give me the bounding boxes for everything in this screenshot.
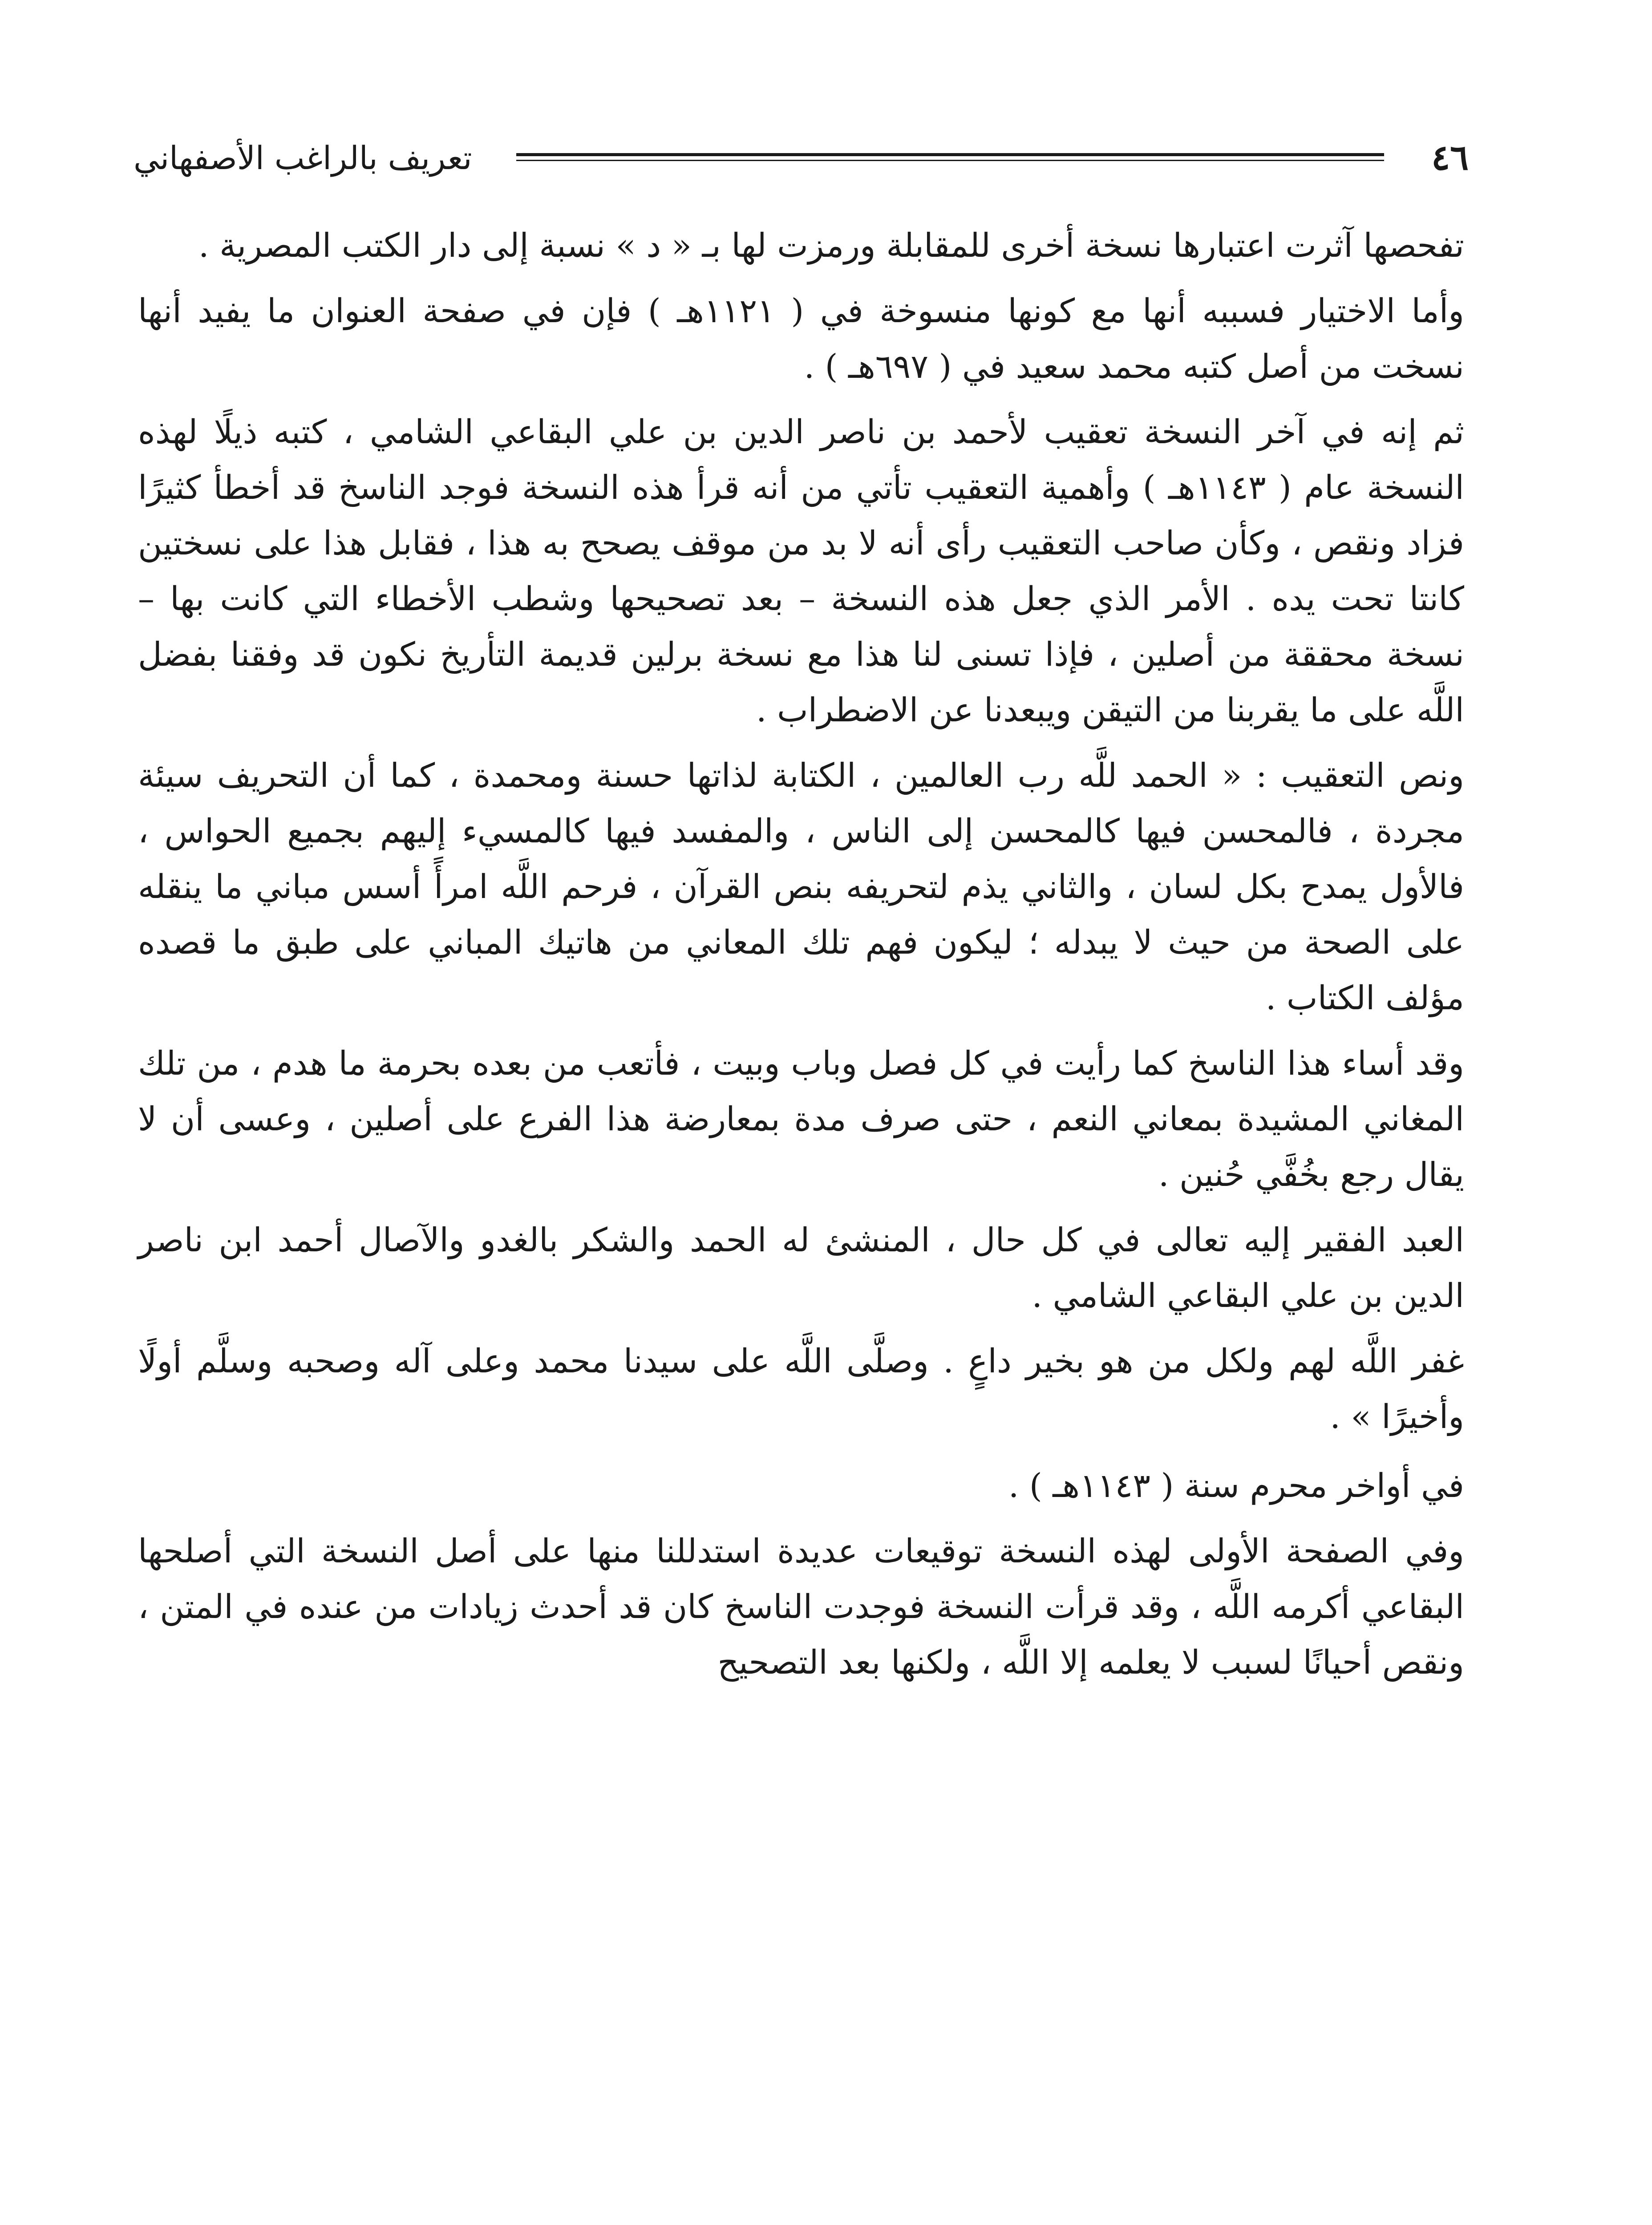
paragraph: ثم إنه في آخر النسخة تعقيب لأحمد بن ناصر الدين بن علي البقاعي الشامي ، كتبه ذيلًا لهذه النسخة عام ( ١١٤٣هـ ) وأهمية التعقيب تأتي من أنه قرأ هذه النسخة فوجد الناسخ قد أخطأ كثيرًا فزاد ونقص ، وكأن صاحب التعقيب رأى أنه لا بد من موقف يصحح به هذا ، فقابل هذا على نسختين كانتا تحت يده . الأمر الذي جعل هذه النسخة – بعد تصحيحها وشطب الأخطاء التي كانت بها – نسخة محققة من أصلين ، فإذا تسنى لنا هذا مع نسخة برلين قديمة التأريخ نكون قد وفقنا بفضل اللَّه على ما يقربنا من التيقن ويبعدنا عن الاضطراب . [138, 413, 1464, 729]
paragraph: وأما الاختيار فسببه أنها مع كونها منسوخة في ( ١١٢١هـ ) فإن في صفحة العنوان ما يفيد أنها نسخت من أصل كتبه محمد سعيد في ( ٦٩٧هـ ) . [138, 292, 1465, 386]
running-title: تعريف بالراغب الأصفهاني [134, 139, 472, 177]
paragraph: العبد الفقير إليه تعالى في كل حال ، المنشئ له الحمد والشكر بالغدو والآصال أحمد ابن ناصر الدين بن علي البقاعي الشامي . [138, 1221, 1464, 1315]
paragraph: غفر اللَّه لهم ولكل من هو بخير داعٍ . وصلَّى اللَّه على سيدنا محمد وعلى آله وصحبه وسلَّم أولًا وأخيرًا » . [138, 1342, 1464, 1436]
paragraph: وقد أساء هذا الناسخ كما رأيت في كل فصل وباب وبيت ، فأتعب من بعده بحرمة ما هدم ، من تلك المغاني المشيدة بمعاني النعم ، حتى صرف مدة بمعارضة هذا الفرع على أصلين ، وعسى أن لا يقال رجع بخُفَّي حُنين . [138, 1044, 1464, 1194]
body-text [138, 218, 1464, 1700]
header-rule [516, 153, 1384, 161]
running-header [134, 129, 1469, 196]
paragraph: تفحصها آثرت اعتبارها نسخة أخرى للمقابلة ورمزت لها بـ « د » نسبة إلى دار الكتب المصرية . [198, 227, 1464, 265]
page-number: ٤٦ [1431, 138, 1469, 178]
paragraph: وفي الصفحة الأولى لهذه النسخة توقيعات عديدة استدللنا منها على أصل النسخة التي أصلحها البقاعي أكرمه اللَّه ، وقد قرأت النسخة فوجدت الناسخ كان قد أحدث زيادات من عنده في المتن ، ونقص أحيانًا لسبب لا يعلمه إلا اللَّه ، ولكنها بعد التصحيح [138, 1532, 1464, 1682]
paragraph: ونص التعقيب : « الحمد للَّه رب العالمين ، الكتابة لذاتها حسنة ومحمدة ، كما أن التحريف سيئة مجردة ، فالمحسن فيها كالمحسن إلى الناس ، والمفسد فيها كالمسيء إليهم بجميع الحواس ، فالأول يمدح بكل لسان ، والثاني يذم لتحريفه بنص القرآن ، فرحم اللَّه امرأً أسس مباني ما ينقله على الصحة من حيث لا يبدله ؛ ليكون فهم تلك المعاني من هاتيك المباني على طبق ما قصده مؤلف الكتاب . [138, 756, 1464, 1017]
date-line: في أواخر محرم سنة ( ١١٤٣هـ ) . [1008, 1467, 1464, 1505]
